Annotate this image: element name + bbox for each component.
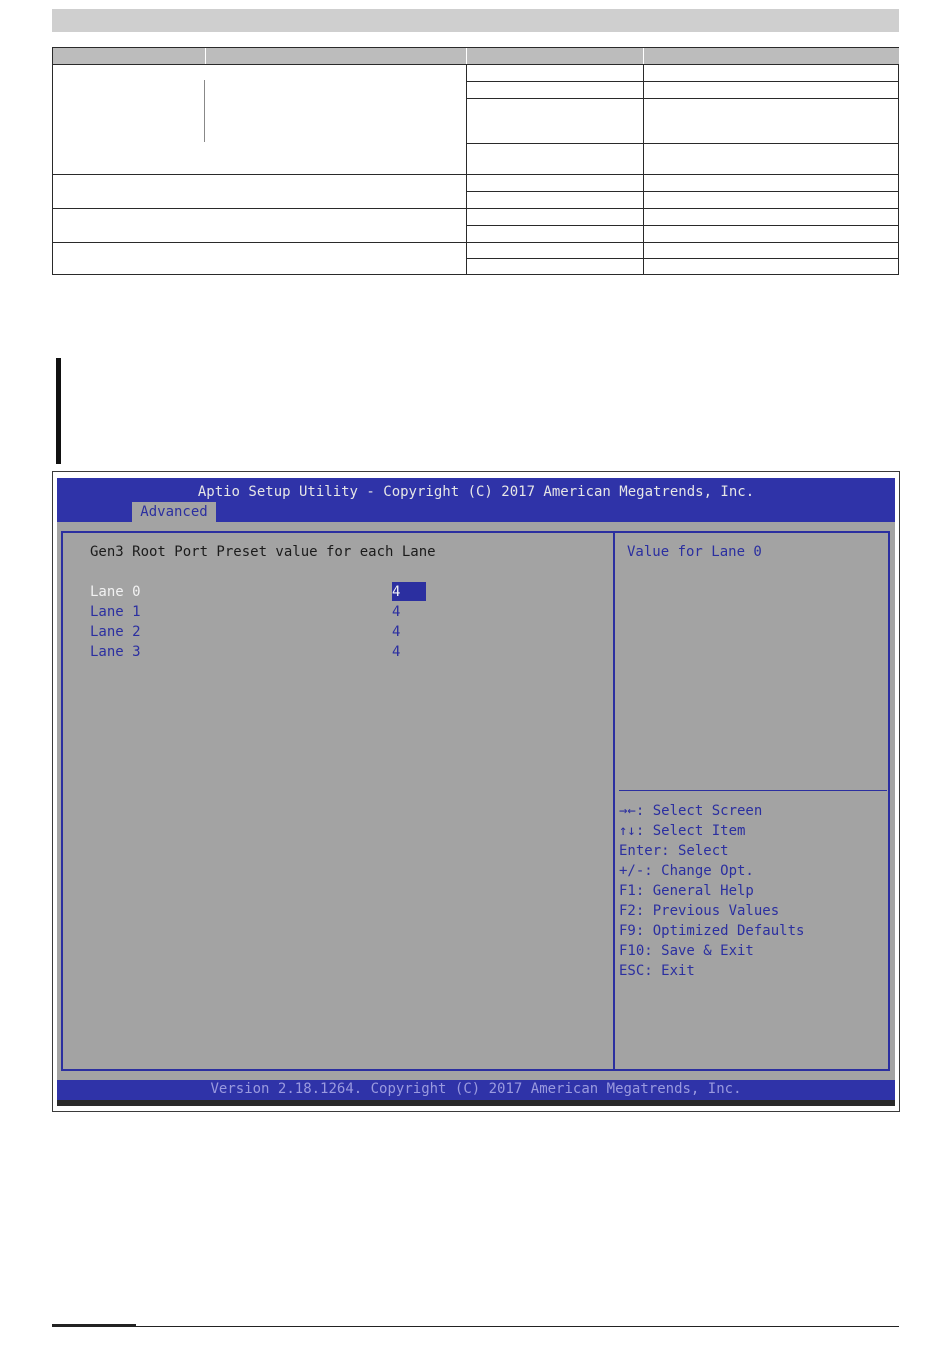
key-help-f9: F9: Optimized Defaults — [619, 923, 805, 939]
table-row-line — [466, 98, 898, 99]
bios-panel-divider — [613, 531, 615, 1071]
bios-version-text: Version 2.18.1264. Copyright (C) 2017 American Megatrends, Inc. — [210, 1081, 742, 1097]
bios-setup-screen — [57, 478, 895, 1106]
page-footer-mark — [52, 1324, 136, 1326]
key-help-f1: F1: General Help — [619, 883, 754, 899]
bios-help-separator — [619, 790, 887, 791]
key-help-select-screen: →←: Select Screen — [619, 803, 763, 819]
lane-0-value[interactable]: 4 — [392, 584, 401, 600]
item-help-text: Value for Lane 0 — [627, 544, 762, 560]
table-row-line — [466, 225, 898, 226]
table-header-cell — [467, 48, 643, 64]
table-row-line — [466, 143, 898, 144]
tab-advanced[interactable]: Advanced — [132, 502, 216, 522]
bios-bottom-strip — [57, 1100, 895, 1106]
table-divider — [643, 64, 644, 275]
bios-title-bar — [57, 478, 895, 522]
key-help-change-opt: +/-: Change Opt. — [619, 863, 754, 879]
key-help-f10: F10: Save & Exit — [619, 943, 754, 959]
table-divider — [466, 64, 467, 275]
table-header-cell — [644, 48, 899, 64]
lane-0-label[interactable]: Lane 0 — [90, 584, 141, 600]
table-row-line — [53, 242, 898, 243]
table-header-cell — [206, 48, 466, 64]
table-row-line — [466, 81, 898, 82]
table-divider — [204, 80, 205, 142]
table-header-cell — [53, 48, 205, 64]
page-header-bar — [52, 9, 899, 32]
bios-title: Aptio Setup Utility - Copyright (C) 2017 American Megatrends, Inc. — [197, 484, 755, 500]
lane-1-value[interactable]: 4 — [392, 604, 401, 620]
bios-main-panel — [61, 531, 890, 1071]
page-footer-line — [52, 1326, 899, 1327]
section-marker-bar — [56, 358, 61, 464]
table-row-line — [53, 64, 898, 65]
key-help-select-item: ↑↓: Select Item — [619, 823, 746, 839]
table-row-line — [53, 174, 898, 175]
lane-3-label[interactable]: Lane 3 — [90, 644, 141, 660]
lane-1-label[interactable]: Lane 1 — [90, 604, 141, 620]
key-help-enter: Enter: Select — [619, 843, 729, 859]
lane-3-value[interactable]: 4 — [392, 644, 401, 660]
key-help-f2: F2: Previous Values — [619, 903, 780, 919]
lane-2-value[interactable]: 4 — [392, 624, 401, 640]
lane-2-label[interactable]: Lane 2 — [90, 624, 141, 640]
table-row-line — [466, 191, 898, 192]
key-help-esc: ESC: Exit — [619, 963, 695, 979]
bios-footer-bar — [57, 1080, 895, 1100]
section-heading: Gen3 Root Port Preset value for each Lane — [90, 544, 436, 560]
settings-table — [52, 47, 899, 275]
table-row-line — [53, 208, 898, 209]
table-row-line — [466, 258, 898, 259]
